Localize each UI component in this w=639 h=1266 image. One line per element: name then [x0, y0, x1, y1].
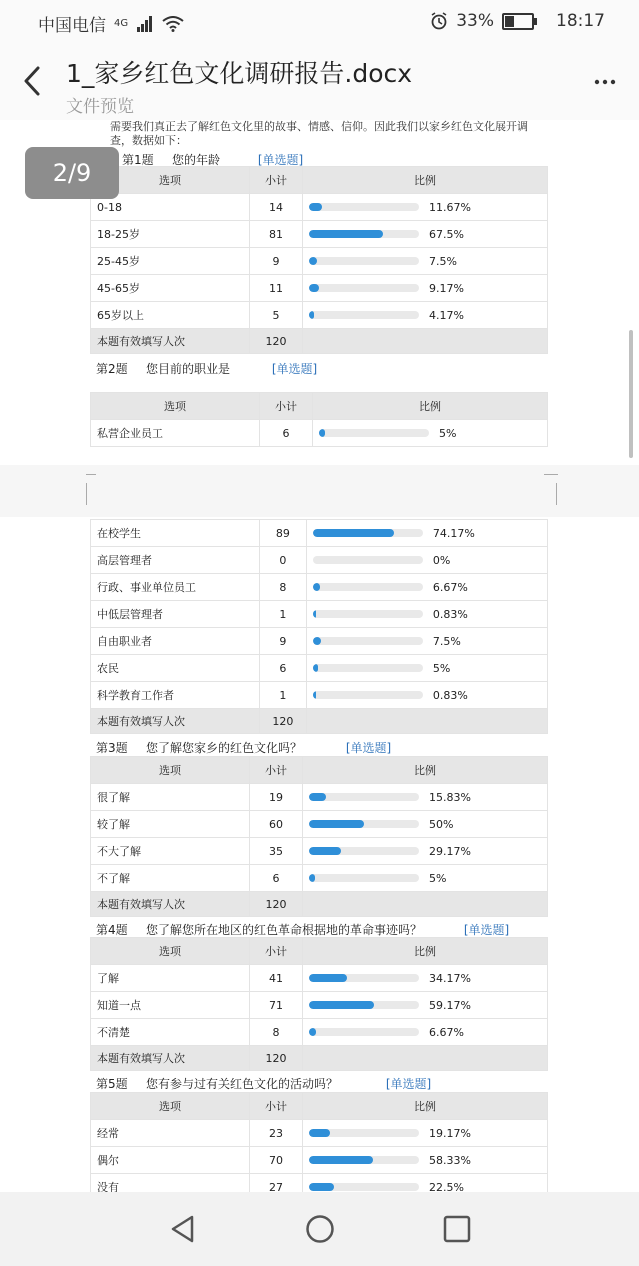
- option-ratio-cell: [306, 520, 547, 547]
- option-label: 中低层管理者: [91, 601, 260, 628]
- ratio-bar-fill: [309, 1156, 373, 1164]
- ratio-bar-group: [309, 972, 541, 985]
- option-ratio-cell: [303, 1120, 548, 1147]
- total-empty: [303, 892, 548, 917]
- ratio-bar-track: [309, 1129, 419, 1137]
- ratio-bar-group: [309, 999, 541, 1012]
- ratio-bar-fill: [313, 664, 319, 672]
- ratio-bar-group: [313, 662, 541, 675]
- option-count: 6: [260, 655, 307, 682]
- ratio-bar-group: [309, 1127, 541, 1140]
- ratio-bar-group: [313, 527, 541, 540]
- option-label: 高层管理者: [91, 547, 260, 574]
- header-ratio: 比例: [303, 1093, 548, 1120]
- navigation-bar: [0, 1192, 639, 1266]
- option-ratio-cell: [306, 547, 547, 574]
- intro-text: [110, 120, 570, 148]
- nav-home-icon[interactable]: [305, 1214, 335, 1244]
- app-bar: [0, 44, 639, 120]
- option-label: 65岁以上: [91, 302, 250, 329]
- ratio-bar-track: [313, 583, 423, 591]
- option-ratio-cell: [303, 838, 548, 865]
- option-percent: 9.17%: [429, 281, 464, 295]
- question-type-tag: [单选题]: [463, 923, 510, 937]
- question-text: 您有参与过有关红色文化的活动吗？: [146, 1077, 339, 1091]
- option-percent: 59.17%: [429, 998, 471, 1012]
- total-label: 本题有效填写人次: [91, 709, 260, 734]
- option-percent: 6.67%: [429, 1025, 464, 1039]
- intro-line: 查，数据如下：: [110, 134, 187, 147]
- ratio-bar-fill: [309, 311, 314, 319]
- option-ratio-cell: [303, 1147, 548, 1174]
- option-ratio-cell: [303, 221, 548, 248]
- option-percent: 4.17%: [429, 308, 464, 322]
- ratio-bar-fill: [309, 874, 315, 882]
- header-option: 选项: [91, 393, 260, 420]
- option-percent: 0%: [432, 553, 451, 567]
- ratio-bar-fill: [309, 230, 383, 238]
- ratio-bar-fill: [309, 1129, 330, 1137]
- ratio-bar-fill: [309, 1028, 316, 1036]
- ratio-bar-group: [309, 228, 541, 241]
- option-count: 1: [260, 682, 307, 709]
- option-ratio-cell: [303, 275, 548, 302]
- option-label: 在校学生: [91, 520, 260, 547]
- total-row: [91, 329, 548, 354]
- header-ratio: 比例: [313, 393, 548, 420]
- ratio-bar-group: [309, 201, 541, 214]
- ratio-bar-track: [313, 664, 423, 672]
- option-ratio-cell: [303, 1019, 548, 1046]
- option-ratio-cell: [303, 784, 548, 811]
- ratio-bar-fill: [309, 1183, 334, 1191]
- option-count: 14: [250, 194, 303, 221]
- ratio-bar-fill: [309, 847, 341, 855]
- ratio-bar-group: [313, 635, 541, 648]
- ratio-bar-track: [313, 529, 423, 537]
- question-3-table: [90, 756, 548, 917]
- ratio-bar-track: [309, 793, 419, 801]
- option-ratio-cell: [306, 655, 547, 682]
- crop-mark: [556, 483, 569, 505]
- question-number: 第5题: [96, 1077, 128, 1091]
- rows-q2: [91, 784, 548, 892]
- ratio-bar-group: [313, 554, 541, 567]
- option-count: 19: [250, 784, 303, 811]
- option-label: 很了解: [91, 784, 250, 811]
- total-value: 120: [260, 709, 307, 734]
- ratio-bar-track: [309, 874, 419, 882]
- option-percent: 29.17%: [429, 844, 471, 858]
- ratio-bar-fill: [309, 284, 319, 292]
- option-percent: 34.17%: [429, 971, 471, 985]
- option-ratio-cell: [303, 194, 548, 221]
- option-count: 27: [250, 1174, 303, 1193]
- status-right: [430, 11, 605, 31]
- ratio-bar-group: [309, 255, 541, 268]
- option-count: 0: [260, 547, 307, 574]
- ratio-bar-fill: [313, 691, 316, 699]
- ratio-bar-track: [309, 230, 419, 238]
- option-label: 私营企业员工: [91, 420, 260, 447]
- back-arrow-icon[interactable]: [16, 60, 50, 102]
- ratio-bar-track: [309, 1001, 419, 1009]
- header-option: 选项: [91, 1093, 250, 1120]
- header-ratio: 比例: [303, 938, 548, 965]
- ratio-bar-track: [309, 974, 419, 982]
- option-label: 45-65岁: [91, 275, 250, 302]
- ratio-bar-group: [309, 1026, 541, 1039]
- question-2-table-part2: [90, 519, 548, 734]
- table-row: [91, 1019, 548, 1046]
- option-ratio-cell: [303, 865, 548, 892]
- question-text: 您了解您所在地区的红色革命根据地的革命事迹吗？: [146, 923, 423, 937]
- ratio-bar-group: [309, 845, 541, 858]
- option-percent: 58.33%: [429, 1153, 471, 1167]
- rows-q4: [91, 1120, 548, 1193]
- header-count: 小计: [250, 167, 303, 194]
- option-ratio-cell: [303, 1174, 548, 1193]
- option-percent: 15.83%: [429, 790, 471, 804]
- table-row: [91, 574, 548, 601]
- question-type-tag: [单选题]: [345, 741, 392, 755]
- option-label: 不大了解: [91, 838, 250, 865]
- ratio-bar-fill: [309, 820, 364, 828]
- total-row: [91, 1046, 548, 1071]
- option-count: 6: [250, 865, 303, 892]
- clock: 18:17: [556, 11, 605, 31]
- network-label: 4G: [114, 18, 129, 29]
- option-count: 89: [260, 520, 307, 547]
- option-label: 农民: [91, 655, 260, 682]
- option-percent: 74.17%: [432, 526, 475, 540]
- more-options-icon[interactable]: [593, 70, 617, 94]
- battery-icon: [502, 13, 534, 30]
- question-type-tag: [单选题]: [385, 1077, 432, 1091]
- total-row: [91, 709, 548, 734]
- ratio-bar-track: [309, 1156, 419, 1164]
- header-count: 小计: [250, 938, 303, 965]
- option-ratio-cell: [306, 628, 547, 655]
- ratio-bar-track: [309, 820, 419, 828]
- ratio-bar-track: [313, 637, 423, 645]
- table-row: [91, 248, 548, 275]
- crop-mark: [86, 462, 96, 475]
- option-count: 9: [250, 248, 303, 275]
- ratio-bar-track: [309, 1183, 419, 1191]
- ratio-bar-group: [309, 1181, 541, 1193]
- ratio-bar-group: [313, 689, 541, 702]
- table-row: [91, 1120, 548, 1147]
- total-value: 120: [250, 329, 303, 354]
- ratio-bar-fill: [313, 529, 395, 537]
- total-label: 本题有效填写人次: [91, 329, 250, 354]
- table-row: [91, 682, 548, 709]
- page-indicator: 2/9: [25, 147, 119, 199]
- ratio-bar-group: [309, 282, 541, 295]
- table-row: [91, 302, 548, 329]
- total-empty: [303, 329, 548, 354]
- ratio-bar-fill: [309, 974, 347, 982]
- option-ratio-cell: [303, 248, 548, 275]
- total-label: 本题有效填写人次: [91, 1046, 250, 1071]
- option-count: 8: [250, 1019, 303, 1046]
- table-header-row: [91, 167, 548, 194]
- question-text: 您目前的职业是: [146, 362, 231, 376]
- carrier-label: 中国电信: [38, 16, 106, 36]
- option-ratio-cell: [303, 992, 548, 1019]
- option-percent: 0.83%: [432, 607, 468, 621]
- ratio-bar-track: [313, 610, 423, 618]
- table-header-row: [91, 1093, 548, 1120]
- option-count: 35: [250, 838, 303, 865]
- wifi-icon: [162, 16, 184, 32]
- status-bar: [0, 0, 639, 44]
- battery-percent: 33%: [456, 11, 494, 31]
- header-count: 小计: [260, 393, 313, 420]
- option-count: 8: [260, 574, 307, 601]
- table-row: [91, 965, 548, 992]
- alarm-icon: [430, 12, 448, 30]
- ratio-bar-fill: [309, 257, 317, 265]
- option-label: 偶尔: [91, 1147, 250, 1174]
- status-left: [38, 11, 184, 36]
- battery-fill: [505, 16, 514, 27]
- table-header-row: [91, 938, 548, 965]
- ratio-bar-track: [309, 1028, 419, 1036]
- rows-q1b: [91, 520, 548, 709]
- header-option: 选项: [91, 938, 250, 965]
- ratio-bar-fill: [319, 429, 325, 437]
- option-percent: 7.5%: [432, 634, 461, 648]
- table-row: [91, 655, 548, 682]
- table-row: [91, 1147, 548, 1174]
- ratio-bar-track: [313, 691, 423, 699]
- option-label: 没有: [91, 1174, 250, 1193]
- question-2-title: [96, 360, 317, 377]
- table-row: [91, 838, 548, 865]
- rows-q1a: [91, 420, 548, 447]
- crop-mark: [544, 462, 558, 475]
- question-number: 第3题: [96, 741, 128, 755]
- table-header-row: [91, 393, 548, 420]
- ratio-bar-track: [309, 257, 419, 265]
- question-number: 第4题: [96, 923, 128, 937]
- ratio-bar-fill: [313, 583, 320, 591]
- ratio-bar-group: [309, 1154, 541, 1167]
- signal-icon: [136, 16, 154, 32]
- option-count: 23: [250, 1120, 303, 1147]
- rows-q3: [91, 965, 548, 1046]
- ratio-bar-group: [309, 818, 541, 831]
- option-count: 9: [260, 628, 307, 655]
- option-count: 60: [250, 811, 303, 838]
- header-ratio: 比例: [303, 167, 548, 194]
- table-row: [91, 194, 548, 221]
- total-empty: [303, 1046, 548, 1071]
- question-type-tag: [单选题]: [257, 153, 304, 167]
- option-percent: 6.67%: [432, 580, 468, 594]
- table-row: [91, 275, 548, 302]
- question-3-title: [96, 739, 391, 756]
- ratio-bar-fill: [309, 1001, 374, 1009]
- ratio-bar-track: [313, 556, 423, 564]
- question-text: 您了解您家乡的红色文化吗？: [146, 741, 303, 755]
- question-type-tag: [单选题]: [271, 362, 318, 376]
- option-label: 经常: [91, 1120, 250, 1147]
- option-label: 自由职业者: [91, 628, 260, 655]
- ratio-bar-fill: [313, 637, 321, 645]
- question-5-table: [90, 1092, 548, 1192]
- question-5-title: [96, 1075, 431, 1092]
- option-ratio-cell: [303, 965, 548, 992]
- option-ratio-cell: [306, 601, 547, 628]
- option-count: 70: [250, 1147, 303, 1174]
- ratio-bar-group: [313, 608, 541, 621]
- option-count: 71: [250, 992, 303, 1019]
- option-label: 科学教育工作者: [91, 682, 260, 709]
- table-row: [91, 784, 548, 811]
- option-label: 25-45岁: [91, 248, 250, 275]
- crop-mark: [86, 483, 99, 505]
- ratio-bar-track: [319, 429, 429, 437]
- question-number: 第2题: [96, 362, 128, 376]
- table-row: [91, 601, 548, 628]
- option-label: 18-25岁: [91, 221, 250, 248]
- question-4-title: [96, 921, 509, 938]
- header-count: 小计: [250, 757, 303, 784]
- scrollbar[interactable]: [629, 330, 633, 458]
- option-percent: 22.5%: [429, 1180, 464, 1192]
- ratio-bar-group: [309, 872, 541, 885]
- ratio-bar-fill: [313, 610, 316, 618]
- option-count: 5: [250, 302, 303, 329]
- option-percent: 5%: [439, 426, 457, 440]
- question-text: 您的年龄: [172, 153, 221, 167]
- header-option: 选项: [91, 757, 250, 784]
- option-ratio-cell: [303, 302, 548, 329]
- option-percent: 19.17%: [429, 1126, 471, 1140]
- table-row: [91, 628, 548, 655]
- option-count: 11: [250, 275, 303, 302]
- total-row: [91, 892, 548, 917]
- ratio-bar-group: [319, 427, 541, 440]
- total-empty: [306, 709, 547, 734]
- option-label: 不清楚: [91, 1019, 250, 1046]
- ratio-bar-track: [309, 284, 419, 292]
- option-label: 行政、事业单位员工: [91, 574, 260, 601]
- ratio-bar-group: [309, 791, 541, 804]
- document-subtitle: 文件预览: [66, 97, 134, 117]
- table-row: [91, 520, 548, 547]
- document-preview[interactable]: [0, 120, 639, 1192]
- option-count: 81: [250, 221, 303, 248]
- intro-line: 需要我们真正去了解红色文化里的故事、情感、信仰。因此我们以家乡红色文化展开调: [110, 120, 528, 133]
- total-label: 本题有效填写人次: [91, 892, 250, 917]
- option-percent: 67.5%: [429, 227, 464, 241]
- header-ratio: 比例: [303, 757, 548, 784]
- table-row: [91, 865, 548, 892]
- question-number: 第1题: [122, 153, 154, 167]
- option-percent: 7.5%: [429, 254, 457, 268]
- option-ratio-cell: [306, 574, 547, 601]
- option-label: 0-18: [91, 194, 250, 221]
- header-count: 小计: [250, 1093, 303, 1120]
- nav-back-icon[interactable]: [168, 1214, 198, 1244]
- table-row: [91, 547, 548, 574]
- table-row: [91, 221, 548, 248]
- option-count: 6: [260, 420, 313, 447]
- table-row: [91, 420, 548, 447]
- option-ratio-cell: [303, 811, 548, 838]
- table-row: [91, 992, 548, 1019]
- option-percent: 5%: [432, 661, 451, 675]
- ratio-bar-fill: [309, 203, 322, 211]
- option-ratio-cell: [313, 420, 548, 447]
- table-header-row: [91, 757, 548, 784]
- option-ratio-cell: [306, 682, 547, 709]
- option-percent: 11.67%: [429, 200, 471, 214]
- option-count: 41: [250, 965, 303, 992]
- document-title: 1_家乡红色文化调研报告.docx: [66, 59, 413, 88]
- question-1-table: [90, 166, 548, 354]
- total-value: 120: [250, 892, 303, 917]
- table-row: [91, 811, 548, 838]
- option-percent: 50%: [429, 817, 454, 831]
- ratio-bar-track: [309, 847, 419, 855]
- option-label: 了解: [91, 965, 250, 992]
- question-2-table-part1: [90, 392, 548, 447]
- option-label: 不了解: [91, 865, 250, 892]
- option-count: 1: [260, 601, 307, 628]
- option-label: 较了解: [91, 811, 250, 838]
- question-4-table: [90, 937, 548, 1071]
- ratio-bar-track: [309, 203, 419, 211]
- option-label: 知道一点: [91, 992, 250, 1019]
- header-option: 选项: [91, 167, 250, 194]
- total-value: 120: [250, 1046, 303, 1071]
- table-row: [91, 1174, 548, 1193]
- rows-q0: [91, 194, 548, 329]
- ratio-bar-fill: [309, 793, 326, 801]
- ratio-bar-group: [309, 309, 541, 322]
- ratio-bar-group: [313, 581, 541, 594]
- option-percent: 5%: [429, 871, 447, 885]
- option-percent: 0.83%: [432, 688, 468, 702]
- ratio-bar-track: [309, 311, 419, 319]
- nav-recents-icon[interactable]: [442, 1214, 472, 1244]
